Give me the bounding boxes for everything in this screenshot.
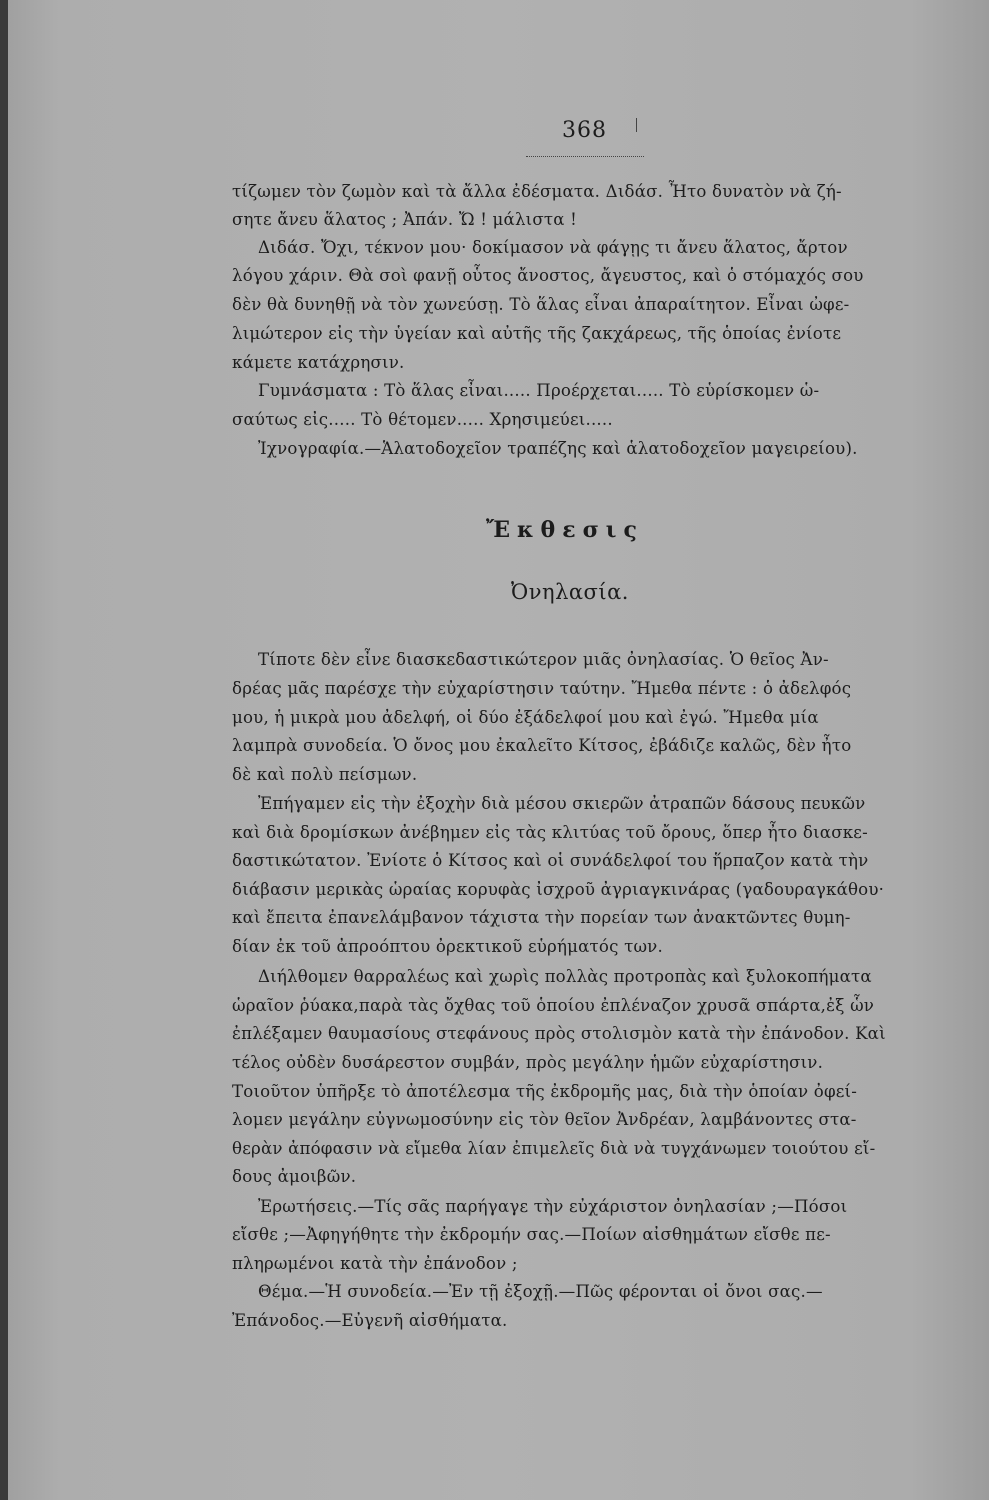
body-line: καὶ διὰ δρομίσκων ἀνέβημεν εἰς τὰς κλιτύας τοῦ ὄρους, ὅπερ ἦτο διασκε- [232, 823, 868, 842]
page-edge-shadow [0, 0, 8, 1500]
lesson-line: τίζωμεν τὸν ζωμὸν καὶ τὰ ἄλλα ἐδέσματα. Διδάσ. Ἦτο δυνατὸν νὰ ζή- [232, 182, 842, 201]
body-line: Τοιοῦτον ὑπῆρξε τὸ ἀποτέλεσμα τῆς ἐκδρομῆς μας, διὰ τὴν ὁποίαν ὀφεί- [232, 1082, 858, 1101]
lesson-line: Διδάσ. Ὄχι, τέκνον μου· δοκίμασον νὰ φάγῃς τι ἄνευ ἅλατος, ἄρτον [258, 238, 848, 257]
section-heading: Ἔκθεσις [486, 517, 644, 543]
body-line: δους ἀμοιβῶν. [232, 1167, 357, 1186]
body-line: δίαν ἐκ τοῦ ἀπροόπτου ὀρεκτικοῦ εὑρήματός των. [232, 937, 663, 956]
lesson-line: λιμώτερον εἰς τὴν ὑγείαν καὶ αὐτῆς τῆς ζακχάρεως, τῆς ὁποίας ἐνίοτε [232, 324, 842, 343]
questions-line: Ἐρωτήσεις.—Τίς σᾶς παρήγαγε τὴν εὐχάριστον ὀνηλασίαν ;—Πόσοι [258, 1197, 848, 1216]
body-line: διάβασιν μερικὰς ὡραίας κορυφὰς ἰσχροῦ ἀγριαγκινάρας (γαδουραγκάθου· [232, 880, 885, 899]
body-line: Ἐπήγαμεν εἰς τὴν ἐξοχὴν διὰ μέσου σκιερῶν ἀτραπῶν δάσους πευκῶν [258, 794, 866, 813]
lesson-line: λόγου χάριν. Θὰ σοὶ φανῇ οὗτος ἄνοστος, ἄγευστος, καὶ ὁ στόμαχός σου [232, 266, 864, 285]
page-number: 368 [562, 118, 607, 143]
questions-line: εἴσθε ;—Ἀφηγήθητε τὴν ἐκδρομήν σας.—Ποίων αἰσθημάτων εἴσθε πε- [232, 1225, 831, 1244]
body-line: μου, ἡ μικρὰ μου ἀδελφή, οἱ δύο ἐξάδελφοί μου καὶ ἐγώ. Ἤμεθα μία [232, 708, 819, 727]
body-line: θερὰν ἀπόφασιν νὰ εἴμεθα λίαν ἐπιμελεῖς διὰ νὰ τυγχάνωμεν τοιούτου εἴ- [232, 1139, 876, 1158]
theme-line: Θέμα.—Ἡ συνοδεία.—Ἐν τῇ ἐξοχῇ.—Πῶς φέρονται οἱ ὄνοι σας.— [258, 1282, 823, 1301]
body-line: λαμπρὰ συνοδεία. Ὁ ὄνος μου ἐκαλεῖτο Κίτσος, ἐβάδιζε καλῶς, δὲν ἦτο [232, 736, 852, 755]
theme-line: Ἐπάνοδος.—Εὐγενῆ αἰσθήματα. [232, 1311, 508, 1330]
section-title: Ὀνηλασία. [511, 580, 629, 604]
drawing-line: Ἰχνογραφία.—Ἁλατοδοχεῖον τραπέζης καὶ ἁλατοδοχεῖον μαγειρείου). [258, 439, 858, 458]
exercise-line: σαύτως εἰς..... Τὸ θέτομεν..... Χρησιμεύει..... [232, 410, 613, 429]
margin-tick-mark [636, 118, 637, 132]
body-line: Τίποτε δὲν εἶνε διασκεδαστικώτερον μιᾶς ὀνηλασίας. Ὁ θεῖος Ἀν- [258, 650, 829, 669]
lesson-line: δὲν θὰ δυνηθῇ νὰ τὸν χωνεύσῃ. Τὸ ἅλας εἶναι ἀπαραίτητον. Εἶναι ὠφε- [232, 295, 850, 314]
questions-line: πληρωμένοι κατὰ τὴν ἐπάνοδον ; [232, 1254, 518, 1273]
body-line: ὡραῖον ῥύακα,παρὰ τὰς ὄχθας τοῦ ὁποίου ἐπλέναζον χρυσᾶ σπάρτα,ἐξ ὧν [232, 996, 875, 1015]
body-line: δαστικώτατον. Ἐνίοτε ὁ Κίτσος καὶ οἱ συνάδελφοί του ἥρπαζον κατὰ τὴν [232, 851, 869, 870]
body-line: δὲ καὶ πολὺ πείσμων. [232, 765, 418, 784]
exercise-line: Γυμνάσματα : Τὸ ἅλας εἶναι..... Προέρχεται..... Τὸ εὑρίσκομεν ὡ- [258, 381, 820, 400]
body-line: ἐπλέξαμεν θαυμασίους στεφάνους πρὸς στολισμὸν κατὰ τὴν ἐπάνοδον. Καὶ [232, 1024, 886, 1043]
body-line: Διήλθομεν θαρραλέως καὶ χωρὶς πολλὰς προτροπὰς καὶ ξυλοκοπήματα [258, 967, 872, 986]
body-line: τέλος οὐδὲν δυσάρεστον συμβάν, πρὸς μεγάλην ἡμῶν εὐχαρίστησιν. [232, 1053, 824, 1072]
page-number-rule [526, 156, 644, 157]
lesson-line: κάμετε κατάχρησιν. [232, 353, 405, 372]
body-line: λομεν μεγάλην εὐγνωμοσύνην εἰς τὸν θεῖον Ἀνδρέαν, λαμβάνοντες στα- [232, 1110, 857, 1129]
lesson-line: σητε ἄνευ ἅλατος ; Ἀπάν. Ὤ ! μάλιστα ! [232, 210, 578, 229]
body-line: καὶ ἔπειτα ἐπανελάμβανον τάχιστα τὴν πορείαν των ἀνακτῶντες θυμη- [232, 908, 851, 927]
body-line: δρέας μᾶς παρέσχε τὴν εὐχαρίστησιν ταύτην. Ἤμεθα πέντε : ὁ ἀδελφός [232, 679, 852, 698]
